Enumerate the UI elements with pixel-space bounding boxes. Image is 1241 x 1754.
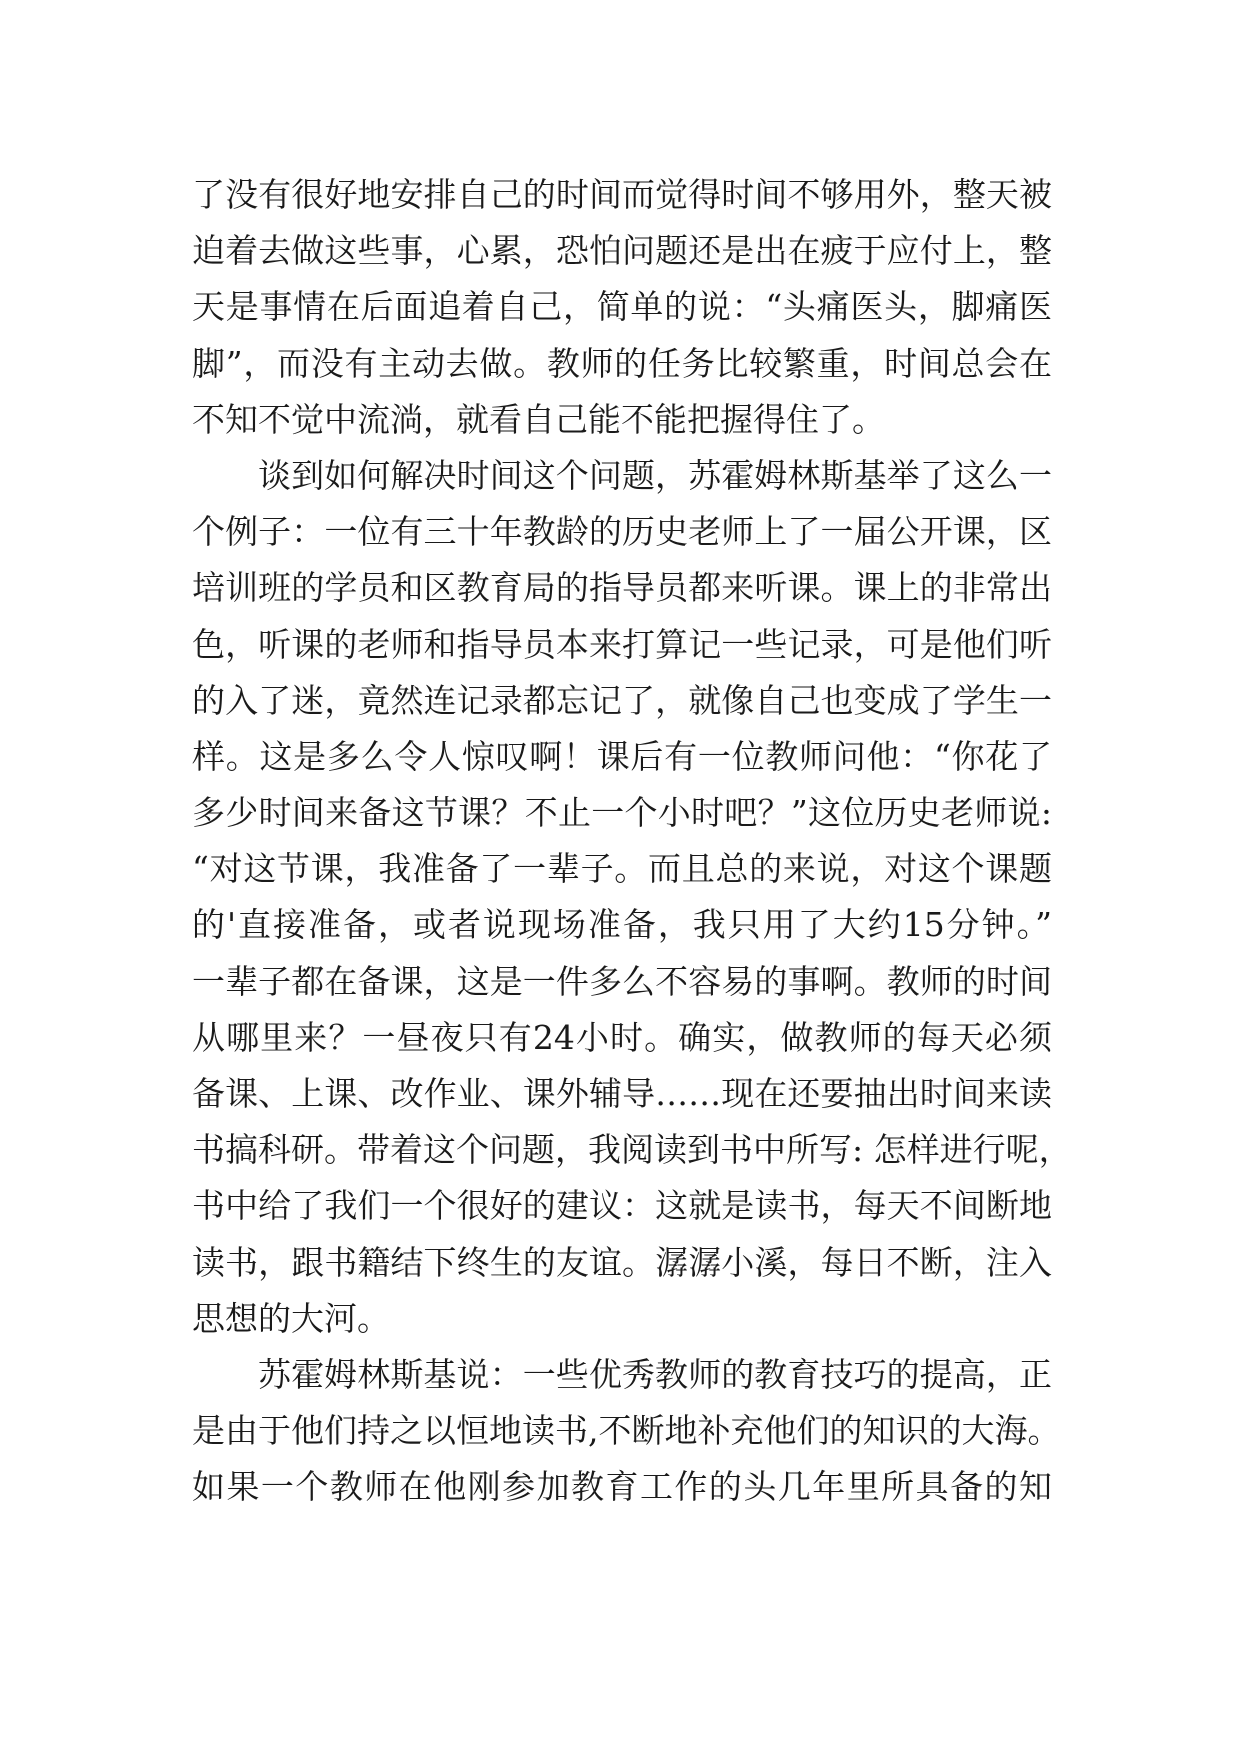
text-line: 样。这是多么令人惊叹啊！课后有一位教师问他：“你花了 <box>192 736 1052 776</box>
text-line: 不知不觉中流淌，就看自己能不能把握得住了。 <box>192 399 885 439</box>
text-line: 的入了迷，竟然连记录都忘记了，就像自己也变成了学生一 <box>192 680 1052 720</box>
text-line: 读书，跟书籍结下终生的友谊。潺潺小溪，每日不断，注入 <box>192 1242 1052 1282</box>
text-line: “对这节课，我准备了一辈子。而且总的来说，对这个课题 <box>192 849 1052 889</box>
text-line: 书中给了我们一个很好的建议：这就是读书，每天不间断地 <box>192 1186 1052 1226</box>
text-line: 了没有很好地安排自己的时间而觉得时间不够用外，整天被 <box>192 175 1052 214</box>
text-line: 思想的大河。 <box>192 1298 390 1338</box>
body-text <box>192 167 1072 1516</box>
text-line: 多少时间来备这节课？不止一个小时吧？”这位历史老师说: <box>192 793 1052 833</box>
text-line: 书搞科研。带着这个问题，我阅读到书中所写: 怎样进行呢， <box>192 1130 1072 1170</box>
text-line: 个例子：一位有三十年教龄的历史老师上了一届公开课，区 <box>192 512 1052 552</box>
text-line: 脚”，而没有主动去做。教师的任务比较繁重，时间总会在 <box>192 343 1052 383</box>
text-line: 的'直接准备，或者说现场准备，我只用了大约15分钟。” <box>192 905 1052 945</box>
text-line: 培训班的学员和区教育局的指导员都来听课。课上的非常出 <box>192 568 1052 608</box>
paragraph-first-line: 苏霍姆林斯基说：一些优秀教师的教育技巧的提高，正 <box>258 1354 1052 1394</box>
text-line: 是由于他们持之以恒地读书,不断地补充他们的知识的大海。 <box>192 1411 1061 1451</box>
text-line: 从哪里来？一昼夜只有24小时。确实，做教师的每天必须 <box>192 1017 1052 1057</box>
text-line: 色，听课的老师和指导员本来打算记一些记录，可是他们听 <box>192 624 1052 664</box>
text-line: 天是事情在后面追着自己，简单的说：“头痛医头，脚痛医 <box>192 287 1052 327</box>
paragraph-first-line: 谈到如何解决时间这个问题，苏霍姆林斯基举了这么一 <box>258 455 1052 495</box>
text-line: 一辈子都在备课，这是一件多么不容易的事啊。教师的时间 <box>192 961 1052 1001</box>
text-line: 备课、上课、改作业、课外辅导……现在还要抽出时间来读 <box>192 1074 1052 1113</box>
text-line: 如果一个教师在他刚参加教育工作的头几年里所具备的知 <box>192 1467 1052 1507</box>
text-line: 迫着去做这些事，心累，恐怕问题还是出在疲于应付上，整 <box>192 231 1052 271</box>
